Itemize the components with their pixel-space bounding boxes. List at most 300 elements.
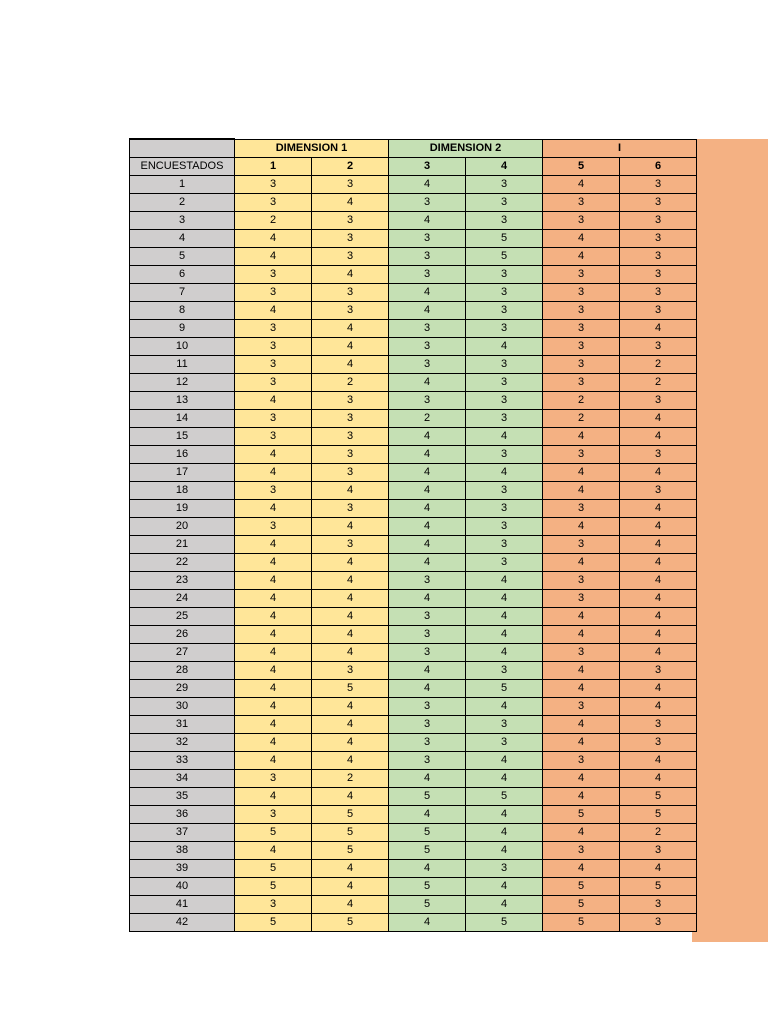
score-cell-item-3[interactable]: 4 [389, 374, 466, 392]
score-cell-item-1[interactable]: 4 [235, 644, 312, 662]
score-cell-item-1[interactable]: 3 [235, 518, 312, 536]
corner-cell[interactable] [130, 139, 235, 158]
score-cell-item-5[interactable]: 4 [543, 464, 620, 482]
score-cell-item-2[interactable]: 4 [312, 266, 389, 284]
score-cell-item-5[interactable]: 4 [543, 860, 620, 878]
score-cell-item-3[interactable]: 3 [389, 572, 466, 590]
score-cell-item-4[interactable]: 4 [466, 770, 543, 788]
score-cell-item-3[interactable]: 5 [389, 824, 466, 842]
score-cell-item-5[interactable]: 5 [543, 896, 620, 914]
respondent-id-cell[interactable]: 42 [130, 914, 235, 932]
score-cell-item-5[interactable]: 3 [543, 374, 620, 392]
score-cell-item-5[interactable]: 4 [543, 248, 620, 266]
score-cell-item-3[interactable]: 5 [389, 896, 466, 914]
respondent-id-cell[interactable]: 3 [130, 212, 235, 230]
score-cell-item-6[interactable]: 3 [620, 266, 697, 284]
respondent-id-cell[interactable]: 7 [130, 284, 235, 302]
score-cell-item-2[interactable]: 3 [312, 248, 389, 266]
item-number-1[interactable]: 1 [235, 158, 312, 176]
score-cell-item-2[interactable]: 4 [312, 626, 389, 644]
score-cell-item-4[interactable]: 5 [466, 248, 543, 266]
score-cell-item-1[interactable]: 4 [235, 716, 312, 734]
score-cell-item-5[interactable]: 2 [543, 410, 620, 428]
score-cell-item-2[interactable]: 4 [312, 896, 389, 914]
score-cell-item-5[interactable]: 4 [543, 428, 620, 446]
respondent-id-cell[interactable]: 11 [130, 356, 235, 374]
score-cell-item-4[interactable]: 3 [466, 500, 543, 518]
respondent-id-cell[interactable]: 31 [130, 716, 235, 734]
score-cell-item-1[interactable]: 4 [235, 698, 312, 716]
score-cell-item-5[interactable]: 3 [543, 194, 620, 212]
score-cell-item-4[interactable]: 3 [466, 716, 543, 734]
item-number-6[interactable]: 6 [620, 158, 697, 176]
respondent-id-cell[interactable]: 12 [130, 374, 235, 392]
score-cell-item-5[interactable]: 3 [543, 500, 620, 518]
score-cell-item-5[interactable]: 3 [543, 842, 620, 860]
score-cell-item-6[interactable]: 5 [620, 806, 697, 824]
score-cell-item-5[interactable]: 4 [543, 230, 620, 248]
score-cell-item-5[interactable]: 4 [543, 176, 620, 194]
score-cell-item-5[interactable]: 3 [543, 284, 620, 302]
score-cell-item-5[interactable]: 4 [543, 680, 620, 698]
score-cell-item-4[interactable]: 3 [466, 176, 543, 194]
score-cell-item-2[interactable]: 3 [312, 446, 389, 464]
score-cell-item-1[interactable]: 3 [235, 428, 312, 446]
score-cell-item-3[interactable]: 4 [389, 914, 466, 932]
score-cell-item-3[interactable]: 4 [389, 464, 466, 482]
score-cell-item-6[interactable]: 4 [620, 572, 697, 590]
score-cell-item-6[interactable]: 4 [620, 698, 697, 716]
score-cell-item-6[interactable]: 3 [620, 338, 697, 356]
item-number-3[interactable]: 3 [389, 158, 466, 176]
dimension-2-header[interactable]: DIMENSION 2 [389, 139, 543, 158]
respondent-id-cell[interactable]: 5 [130, 248, 235, 266]
score-cell-item-2[interactable]: 2 [312, 770, 389, 788]
score-cell-item-3[interactable]: 3 [389, 248, 466, 266]
score-cell-item-4[interactable]: 4 [466, 428, 543, 446]
score-cell-item-6[interactable]: 4 [620, 860, 697, 878]
score-cell-item-3[interactable]: 4 [389, 554, 466, 572]
score-cell-item-4[interactable]: 4 [466, 842, 543, 860]
score-cell-item-3[interactable]: 4 [389, 176, 466, 194]
score-cell-item-1[interactable]: 3 [235, 896, 312, 914]
item-number-4[interactable]: 4 [466, 158, 543, 176]
score-cell-item-3[interactable]: 3 [389, 230, 466, 248]
score-cell-item-4[interactable]: 3 [466, 410, 543, 428]
score-cell-item-3[interactable]: 4 [389, 446, 466, 464]
score-cell-item-4[interactable]: 4 [466, 590, 543, 608]
score-cell-item-5[interactable]: 3 [543, 212, 620, 230]
respondent-id-cell[interactable]: 38 [130, 842, 235, 860]
score-cell-item-3[interactable]: 4 [389, 302, 466, 320]
respondent-id-cell[interactable]: 4 [130, 230, 235, 248]
score-cell-item-5[interactable]: 4 [543, 716, 620, 734]
respondents-label[interactable]: ENCUESTADOS [130, 158, 235, 176]
score-cell-item-2[interactable]: 4 [312, 878, 389, 896]
score-cell-item-1[interactable]: 4 [235, 734, 312, 752]
score-cell-item-1[interactable]: 4 [235, 842, 312, 860]
score-cell-item-1[interactable]: 4 [235, 500, 312, 518]
score-cell-item-4[interactable]: 3 [466, 284, 543, 302]
score-cell-item-6[interactable]: 4 [620, 608, 697, 626]
score-cell-item-6[interactable]: 3 [620, 446, 697, 464]
score-cell-item-3[interactable]: 4 [389, 590, 466, 608]
score-cell-item-5[interactable]: 3 [543, 320, 620, 338]
score-cell-item-4[interactable]: 3 [466, 194, 543, 212]
score-cell-item-2[interactable]: 4 [312, 788, 389, 806]
score-cell-item-3[interactable]: 5 [389, 788, 466, 806]
score-cell-item-2[interactable]: 4 [312, 338, 389, 356]
score-cell-item-5[interactable]: 4 [543, 788, 620, 806]
score-cell-item-2[interactable]: 4 [312, 860, 389, 878]
score-cell-item-4[interactable]: 4 [466, 698, 543, 716]
score-cell-item-5[interactable]: 5 [543, 878, 620, 896]
score-cell-item-2[interactable]: 3 [312, 230, 389, 248]
score-cell-item-5[interactable]: 3 [543, 698, 620, 716]
score-cell-item-1[interactable]: 4 [235, 248, 312, 266]
score-cell-item-2[interactable]: 3 [312, 410, 389, 428]
score-cell-item-1[interactable]: 3 [235, 770, 312, 788]
score-cell-item-1[interactable]: 3 [235, 320, 312, 338]
respondent-id-cell[interactable]: 30 [130, 698, 235, 716]
score-cell-item-5[interactable]: 4 [543, 662, 620, 680]
score-cell-item-4[interactable]: 3 [466, 356, 543, 374]
score-cell-item-2[interactable]: 4 [312, 518, 389, 536]
score-cell-item-5[interactable]: 4 [543, 482, 620, 500]
score-cell-item-3[interactable]: 4 [389, 212, 466, 230]
score-cell-item-1[interactable]: 4 [235, 230, 312, 248]
score-cell-item-2[interactable]: 3 [312, 536, 389, 554]
score-cell-item-6[interactable]: 4 [620, 752, 697, 770]
score-cell-item-5[interactable]: 3 [543, 446, 620, 464]
respondent-id-cell[interactable]: 18 [130, 482, 235, 500]
dimension-1-header[interactable]: DIMENSION 1 [235, 139, 389, 158]
score-cell-item-6[interactable]: 3 [620, 230, 697, 248]
score-cell-item-1[interactable]: 3 [235, 338, 312, 356]
score-cell-item-4[interactable]: 3 [466, 536, 543, 554]
score-cell-item-2[interactable]: 3 [312, 500, 389, 518]
score-cell-item-2[interactable]: 5 [312, 680, 389, 698]
respondent-id-cell[interactable]: 33 [130, 752, 235, 770]
score-cell-item-6[interactable]: 5 [620, 878, 697, 896]
score-cell-item-2[interactable]: 5 [312, 914, 389, 932]
score-cell-item-6[interactable]: 2 [620, 356, 697, 374]
score-cell-item-6[interactable]: 4 [620, 770, 697, 788]
score-cell-item-3[interactable]: 4 [389, 662, 466, 680]
score-cell-item-4[interactable]: 4 [466, 608, 543, 626]
score-cell-item-1[interactable]: 3 [235, 194, 312, 212]
score-cell-item-2[interactable]: 3 [312, 176, 389, 194]
score-cell-item-6[interactable]: 4 [620, 644, 697, 662]
score-cell-item-2[interactable]: 4 [312, 608, 389, 626]
score-cell-item-4[interactable]: 3 [466, 374, 543, 392]
score-cell-item-6[interactable]: 3 [620, 284, 697, 302]
score-cell-item-4[interactable]: 4 [466, 626, 543, 644]
score-cell-item-5[interactable]: 3 [543, 338, 620, 356]
respondent-id-cell[interactable]: 10 [130, 338, 235, 356]
score-cell-item-3[interactable]: 4 [389, 482, 466, 500]
score-cell-item-1[interactable]: 5 [235, 878, 312, 896]
score-cell-item-4[interactable]: 5 [466, 914, 543, 932]
score-cell-item-6[interactable]: 3 [620, 716, 697, 734]
score-cell-item-6[interactable]: 3 [620, 914, 697, 932]
score-cell-item-2[interactable]: 4 [312, 482, 389, 500]
respondent-id-cell[interactable]: 19 [130, 500, 235, 518]
score-cell-item-4[interactable]: 3 [466, 302, 543, 320]
score-cell-item-6[interactable]: 2 [620, 374, 697, 392]
score-cell-item-3[interactable]: 4 [389, 284, 466, 302]
score-cell-item-1[interactable]: 4 [235, 554, 312, 572]
respondent-id-cell[interactable]: 21 [130, 536, 235, 554]
score-cell-item-5[interactable]: 4 [543, 734, 620, 752]
score-cell-item-5[interactable]: 3 [543, 572, 620, 590]
score-cell-item-3[interactable]: 3 [389, 320, 466, 338]
score-cell-item-4[interactable]: 5 [466, 680, 543, 698]
score-cell-item-1[interactable]: 3 [235, 374, 312, 392]
score-cell-item-2[interactable]: 3 [312, 392, 389, 410]
score-cell-item-1[interactable]: 2 [235, 212, 312, 230]
respondent-id-cell[interactable]: 8 [130, 302, 235, 320]
score-cell-item-2[interactable]: 3 [312, 284, 389, 302]
score-cell-item-6[interactable]: 5 [620, 788, 697, 806]
score-cell-item-3[interactable]: 4 [389, 500, 466, 518]
score-cell-item-1[interactable]: 4 [235, 446, 312, 464]
score-cell-item-6[interactable]: 3 [620, 662, 697, 680]
score-cell-item-1[interactable]: 4 [235, 752, 312, 770]
score-cell-item-2[interactable]: 4 [312, 752, 389, 770]
score-cell-item-3[interactable]: 3 [389, 608, 466, 626]
score-cell-item-4[interactable]: 3 [466, 554, 543, 572]
respondent-id-cell[interactable]: 23 [130, 572, 235, 590]
score-cell-item-1[interactable]: 4 [235, 302, 312, 320]
score-cell-item-1[interactable]: 3 [235, 176, 312, 194]
item-number-5[interactable]: 5 [543, 158, 620, 176]
score-cell-item-3[interactable]: 4 [389, 770, 466, 788]
score-cell-item-6[interactable]: 4 [620, 428, 697, 446]
score-cell-item-1[interactable]: 5 [235, 824, 312, 842]
respondent-id-cell[interactable]: 26 [130, 626, 235, 644]
score-cell-item-4[interactable]: 3 [466, 212, 543, 230]
respondent-id-cell[interactable]: 14 [130, 410, 235, 428]
score-cell-item-4[interactable]: 4 [466, 338, 543, 356]
score-cell-item-5[interactable]: 3 [543, 644, 620, 662]
respondent-id-cell[interactable]: 40 [130, 878, 235, 896]
score-cell-item-6[interactable]: 4 [620, 536, 697, 554]
score-cell-item-1[interactable]: 4 [235, 662, 312, 680]
score-cell-item-2[interactable]: 4 [312, 734, 389, 752]
score-cell-item-6[interactable]: 3 [620, 302, 697, 320]
score-cell-item-3[interactable]: 3 [389, 734, 466, 752]
score-cell-item-4[interactable]: 3 [466, 662, 543, 680]
respondent-id-cell[interactable]: 41 [130, 896, 235, 914]
score-cell-item-4[interactable]: 4 [466, 878, 543, 896]
score-cell-item-2[interactable]: 4 [312, 644, 389, 662]
score-cell-item-4[interactable]: 3 [466, 320, 543, 338]
respondent-id-cell[interactable]: 15 [130, 428, 235, 446]
score-cell-item-4[interactable]: 3 [466, 446, 543, 464]
score-cell-item-3[interactable]: 4 [389, 860, 466, 878]
score-cell-item-3[interactable]: 3 [389, 392, 466, 410]
score-cell-item-5[interactable]: 3 [543, 752, 620, 770]
score-cell-item-6[interactable]: 3 [620, 212, 697, 230]
respondent-id-cell[interactable]: 17 [130, 464, 235, 482]
respondent-id-cell[interactable]: 22 [130, 554, 235, 572]
score-cell-item-2[interactable]: 5 [312, 842, 389, 860]
score-cell-item-2[interactable]: 2 [312, 374, 389, 392]
score-cell-item-1[interactable]: 3 [235, 806, 312, 824]
respondent-id-cell[interactable]: 28 [130, 662, 235, 680]
score-cell-item-3[interactable]: 3 [389, 716, 466, 734]
score-cell-item-1[interactable]: 4 [235, 680, 312, 698]
score-cell-item-4[interactable]: 4 [466, 824, 543, 842]
respondent-id-cell[interactable]: 2 [130, 194, 235, 212]
score-cell-item-2[interactable]: 4 [312, 554, 389, 572]
score-cell-item-4[interactable]: 3 [466, 860, 543, 878]
score-cell-item-6[interactable]: 4 [620, 590, 697, 608]
score-cell-item-5[interactable]: 4 [543, 518, 620, 536]
score-cell-item-5[interactable]: 4 [543, 626, 620, 644]
respondent-id-cell[interactable]: 32 [130, 734, 235, 752]
score-cell-item-3[interactable]: 3 [389, 356, 466, 374]
respondent-id-cell[interactable]: 29 [130, 680, 235, 698]
score-cell-item-1[interactable]: 3 [235, 266, 312, 284]
item-number-2[interactable]: 2 [312, 158, 389, 176]
score-cell-item-3[interactable]: 3 [389, 698, 466, 716]
score-cell-item-5[interactable]: 2 [543, 392, 620, 410]
score-cell-item-3[interactable]: 4 [389, 806, 466, 824]
score-cell-item-3[interactable]: 5 [389, 878, 466, 896]
score-cell-item-5[interactable]: 4 [543, 824, 620, 842]
score-cell-item-6[interactable]: 4 [620, 320, 697, 338]
respondent-id-cell[interactable]: 13 [130, 392, 235, 410]
score-cell-item-2[interactable]: 4 [312, 320, 389, 338]
score-cell-item-4[interactable]: 3 [466, 266, 543, 284]
score-cell-item-3[interactable]: 3 [389, 644, 466, 662]
respondent-id-cell[interactable]: 20 [130, 518, 235, 536]
respondent-id-cell[interactable]: 39 [130, 860, 235, 878]
score-cell-item-3[interactable]: 3 [389, 626, 466, 644]
score-cell-item-5[interactable]: 5 [543, 806, 620, 824]
score-cell-item-1[interactable]: 4 [235, 626, 312, 644]
respondent-id-cell[interactable]: 9 [130, 320, 235, 338]
score-cell-item-5[interactable]: 3 [543, 302, 620, 320]
score-cell-item-6[interactable]: 3 [620, 842, 697, 860]
score-cell-item-4[interactable]: 4 [466, 464, 543, 482]
score-cell-item-4[interactable]: 3 [466, 734, 543, 752]
score-cell-item-2[interactable]: 3 [312, 662, 389, 680]
score-cell-item-3[interactable]: 5 [389, 842, 466, 860]
score-cell-item-3[interactable]: 3 [389, 338, 466, 356]
score-cell-item-6[interactable]: 3 [620, 248, 697, 266]
score-cell-item-2[interactable]: 3 [312, 302, 389, 320]
score-cell-item-2[interactable]: 4 [312, 356, 389, 374]
score-cell-item-6[interactable]: 2 [620, 824, 697, 842]
respondent-id-cell[interactable]: 35 [130, 788, 235, 806]
respondent-id-cell[interactable]: 27 [130, 644, 235, 662]
score-cell-item-6[interactable]: 4 [620, 464, 697, 482]
score-cell-item-2[interactable]: 3 [312, 428, 389, 446]
score-cell-item-2[interactable]: 4 [312, 698, 389, 716]
score-cell-item-6[interactable]: 3 [620, 734, 697, 752]
score-cell-item-3[interactable]: 2 [389, 410, 466, 428]
score-cell-item-5[interactable]: 3 [543, 536, 620, 554]
score-cell-item-2[interactable]: 4 [312, 590, 389, 608]
respondent-id-cell[interactable]: 1 [130, 176, 235, 194]
score-cell-item-6[interactable]: 4 [620, 410, 697, 428]
score-cell-item-1[interactable]: 3 [235, 284, 312, 302]
score-cell-item-4[interactable]: 3 [466, 518, 543, 536]
score-cell-item-1[interactable]: 4 [235, 392, 312, 410]
score-cell-item-1[interactable]: 4 [235, 608, 312, 626]
score-cell-item-5[interactable]: 4 [543, 554, 620, 572]
score-cell-item-6[interactable]: 3 [620, 392, 697, 410]
score-cell-item-6[interactable]: 3 [620, 194, 697, 212]
score-cell-item-4[interactable]: 5 [466, 230, 543, 248]
score-cell-item-3[interactable]: 4 [389, 518, 466, 536]
score-cell-item-1[interactable]: 3 [235, 410, 312, 428]
score-cell-item-3[interactable]: 3 [389, 266, 466, 284]
score-cell-item-1[interactable]: 5 [235, 914, 312, 932]
respondent-id-cell[interactable]: 37 [130, 824, 235, 842]
score-cell-item-2[interactable]: 4 [312, 572, 389, 590]
score-cell-item-5[interactable]: 3 [543, 356, 620, 374]
score-cell-item-6[interactable]: 4 [620, 518, 697, 536]
score-cell-item-2[interactable]: 3 [312, 464, 389, 482]
score-cell-item-4[interactable]: 5 [466, 788, 543, 806]
score-cell-item-1[interactable]: 4 [235, 788, 312, 806]
score-cell-item-4[interactable]: 4 [466, 644, 543, 662]
score-cell-item-6[interactable]: 3 [620, 176, 697, 194]
score-cell-item-3[interactable]: 3 [389, 194, 466, 212]
score-cell-item-2[interactable]: 4 [312, 194, 389, 212]
score-cell-item-2[interactable]: 5 [312, 824, 389, 842]
score-cell-item-6[interactable]: 4 [620, 554, 697, 572]
respondent-id-cell[interactable]: 25 [130, 608, 235, 626]
score-cell-item-2[interactable]: 3 [312, 212, 389, 230]
score-cell-item-1[interactable]: 3 [235, 356, 312, 374]
score-cell-item-6[interactable]: 4 [620, 626, 697, 644]
score-cell-item-6[interactable]: 4 [620, 500, 697, 518]
score-cell-item-3[interactable]: 4 [389, 428, 466, 446]
score-cell-item-3[interactable]: 4 [389, 680, 466, 698]
score-cell-item-1[interactable]: 4 [235, 536, 312, 554]
score-cell-item-3[interactable]: 3 [389, 752, 466, 770]
score-cell-item-6[interactable]: 3 [620, 482, 697, 500]
dimension-3-header[interactable]: I [543, 139, 697, 158]
score-cell-item-5[interactable]: 3 [543, 266, 620, 284]
score-cell-item-4[interactable]: 3 [466, 482, 543, 500]
score-cell-item-1[interactable]: 4 [235, 572, 312, 590]
score-cell-item-5[interactable]: 3 [543, 590, 620, 608]
score-cell-item-5[interactable]: 5 [543, 914, 620, 932]
score-cell-item-3[interactable]: 4 [389, 536, 466, 554]
score-cell-item-6[interactable]: 4 [620, 680, 697, 698]
respondent-id-cell[interactable]: 6 [130, 266, 235, 284]
score-cell-item-4[interactable]: 4 [466, 806, 543, 824]
respondent-id-cell[interactable]: 34 [130, 770, 235, 788]
score-cell-item-1[interactable]: 4 [235, 590, 312, 608]
score-cell-item-2[interactable]: 4 [312, 716, 389, 734]
respondent-id-cell[interactable]: 24 [130, 590, 235, 608]
score-cell-item-4[interactable]: 4 [466, 572, 543, 590]
score-cell-item-5[interactable]: 4 [543, 770, 620, 788]
score-cell-item-4[interactable]: 3 [466, 392, 543, 410]
score-cell-item-1[interactable]: 4 [235, 464, 312, 482]
respondent-id-cell[interactable]: 16 [130, 446, 235, 464]
score-cell-item-1[interactable]: 5 [235, 860, 312, 878]
score-cell-item-1[interactable]: 3 [235, 482, 312, 500]
score-cell-item-5[interactable]: 4 [543, 608, 620, 626]
